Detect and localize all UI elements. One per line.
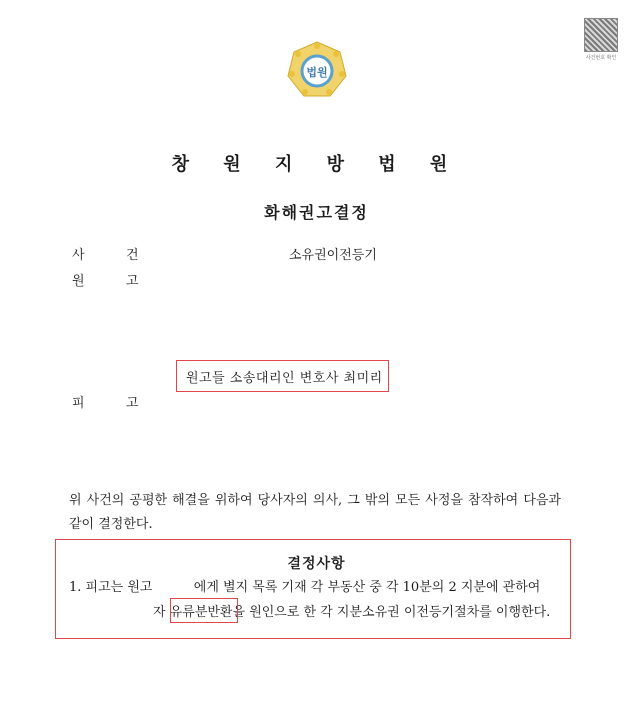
qr-code-image — [584, 18, 618, 52]
plaintiff-representative: 원고들 소송대리인 변호사 최미리 — [186, 371, 383, 386]
qr-code — [584, 18, 618, 61]
defendant-label-2: 고 — [126, 396, 139, 411]
plaintiff-label-1: 원 — [72, 274, 85, 289]
body-paragraph: 위 사건의 공평한 해결을 위하여 당사자의 의사, 그 밖의 모든 사정을 참작하여 다음과 같이 결정한다. — [69, 493, 561, 532]
item2-prefix: 자 — [153, 605, 170, 620]
case-label-1: 사 — [72, 248, 85, 263]
case-value: 소유권이전등기 — [289, 248, 377, 263]
document-title: 화해권고결정 — [264, 203, 369, 222]
svg-text:법원: 법원 — [306, 66, 328, 79]
decision-heading: 결정사항 — [287, 556, 346, 572]
defendant-label-1: 피 — [72, 396, 85, 411]
court-name: 창 원 지 방 법 원 — [171, 154, 462, 175]
court-emblem-logo — [286, 40, 348, 102]
qr-caption: 사건번호 확인 — [585, 55, 617, 61]
legal-ground-highlight-box — [170, 598, 238, 623]
item2-suffix: 을 원인으로 한 각 지분소유권 이전등기절차를 이행한다. — [232, 605, 551, 620]
plaintiff-label-2: 고 — [126, 274, 139, 289]
case-label-2: 건 — [126, 248, 139, 263]
legal-ground-highlight: 유류분반환 — [169, 605, 233, 620]
decision-item-1: 1. 피고는 원고 에게 별지 목록 기재 각 부동산 중 각 10분의 2 지분에 관하여 — [69, 580, 541, 595]
